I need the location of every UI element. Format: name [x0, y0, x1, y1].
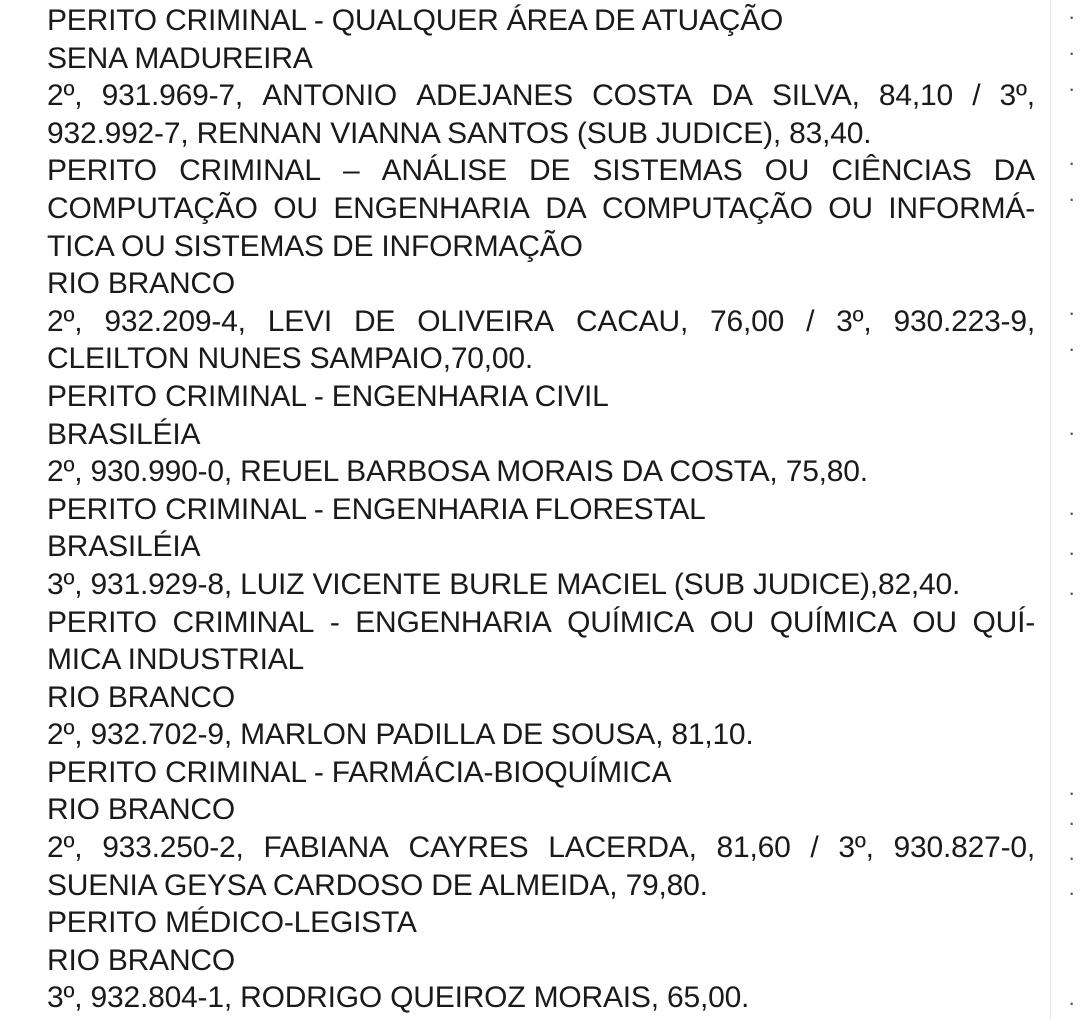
text-word: SISTEMAS	[592, 154, 743, 188]
text-line: RIO BRANCO	[47, 680, 236, 714]
text-word: 2º,	[47, 79, 83, 113]
text-word: LEVI	[267, 304, 332, 338]
text-word: CRIMINAL	[179, 154, 321, 188]
text-word: OU	[273, 191, 318, 225]
text-word: COSTA	[592, 79, 693, 113]
text-line: CLEILTON NUNES SAMPAIO,70,00.	[47, 342, 534, 376]
text-word: COMPUTAÇÃO	[601, 191, 813, 225]
text-word: CIÊNCIAS	[831, 154, 972, 188]
text-line: PERITO CRIMINAL - QUALQUER ÁREA DE ATUAÇÃO	[47, 4, 784, 37]
text-line: TICA OU SISTEMAS DE INFORMAÇÃO	[47, 229, 583, 263]
text-word: 930.223-9,	[893, 304, 1035, 338]
text-word: ENGENHARIA	[355, 605, 552, 639]
text-line	[47, 303, 1035, 341]
text-word: OU	[912, 605, 957, 639]
text-line: MICA INDUSTRIAL	[47, 643, 305, 677]
text-word: 930.827-0,	[893, 831, 1035, 865]
adjacent-column-edge: · · · · · · · · · · · · · · · ·	[1068, 4, 1076, 1015]
text-word: CAYRES	[408, 831, 529, 865]
text-word: CRIMINAL	[172, 605, 315, 639]
text-word: DA	[993, 154, 1035, 188]
text-word: QUÍMICA	[567, 605, 695, 639]
text-line: RIO BRANCO	[47, 793, 236, 827]
text-line: PERITO CRIMINAL - FARMÁCIA-BIOQUÍMICA	[47, 755, 672, 789]
results-text-column	[47, 2, 1035, 1017]
text-word: ANTONIO	[262, 79, 397, 113]
text-word: DE	[353, 304, 396, 338]
text-word: DA	[545, 191, 587, 225]
text-word: ENGENHARIA	[333, 191, 530, 225]
text-word: –	[342, 154, 360, 188]
text-word: QUÍ-	[972, 605, 1035, 639]
text-word: OU	[764, 154, 810, 188]
text-word: 81,60	[716, 831, 791, 865]
text-word: 2º,	[47, 831, 83, 865]
text-line	[47, 77, 1035, 115]
text-line: 3º, 932.804-1, RODRIGO QUEIROZ MORAIS, 65,00.	[47, 981, 750, 1015]
text-word: QUÍMICA	[769, 605, 897, 639]
text-word: DA	[711, 79, 753, 113]
text-line: RIO BRANCO	[47, 267, 236, 301]
text-word: PERITO	[47, 154, 157, 188]
text-word: /	[810, 831, 819, 865]
text-line	[47, 152, 1035, 190]
text-word: 3º,	[999, 79, 1035, 113]
text-word: 2º,	[47, 304, 83, 338]
text-word: 931.969-7,	[101, 79, 244, 113]
text-word: ANÁLISE	[381, 154, 507, 188]
text-line	[47, 604, 1035, 642]
text-word: 76,00	[710, 304, 785, 338]
text-line: 2º, 930.990-0, REUEL BARBOSA MORAIS DA COSTA, 75,80.	[47, 455, 868, 489]
text-line: 932.992-7, RENNAN VIANNA SANTOS (SUB JUDICE), 83,40.	[47, 116, 872, 150]
text-line: SENA MADUREIRA	[47, 41, 313, 75]
text-line: 3º, 931.929-8, LUIZ VICENTE BURLE MACIEL (SUB JUDICE),82,40.	[47, 567, 961, 601]
text-line: BRASILÉIA	[47, 417, 201, 451]
text-line: PERITO CRIMINAL - ENGENHARIA FLORESTAL	[47, 492, 706, 526]
text-word: FABIANA	[263, 831, 389, 865]
text-word: COMPUTAÇÃO	[47, 191, 258, 225]
text-word: 3º,	[838, 831, 874, 865]
text-word: PERITO	[47, 605, 157, 639]
text-word: DE	[529, 154, 571, 188]
text-word: 84,10	[878, 79, 953, 113]
text-word: 932.209-4,	[104, 304, 246, 338]
text-line	[47, 190, 1035, 228]
text-word: -	[329, 605, 340, 639]
text-line: 2º, 932.702-9, MARLON PADILLA DE SOUSA, 81,10.	[47, 718, 754, 752]
text-line: RIO BRANCO	[47, 943, 236, 977]
text-word: OLIVEIRA	[417, 304, 554, 338]
text-word: /	[972, 79, 981, 113]
text-word: ADEJANES	[416, 79, 573, 113]
text-line: SUENIA GEYSA CARDOSO DE ALMEIDA, 79,80.	[47, 868, 708, 902]
text-word: LACERDA,	[548, 831, 697, 865]
text-word: OU	[828, 191, 873, 225]
text-word: CACAU,	[575, 304, 689, 338]
text-word: 3º,	[836, 304, 872, 338]
text-line: PERITO MÉDICO-LEGISTA	[47, 906, 417, 940]
text-line: BRASILÉIA	[47, 530, 201, 564]
text-word: SILVA,	[771, 79, 860, 113]
text-line	[47, 829, 1035, 867]
text-word: INFORMÁ-	[888, 191, 1035, 225]
text-word: 933.250-2,	[102, 831, 244, 865]
text-word: /	[806, 304, 815, 338]
column-divider	[1050, 0, 1051, 1020]
text-word: OU	[709, 605, 755, 639]
text-line: PERITO CRIMINAL - ENGENHARIA CIVIL	[47, 379, 609, 413]
